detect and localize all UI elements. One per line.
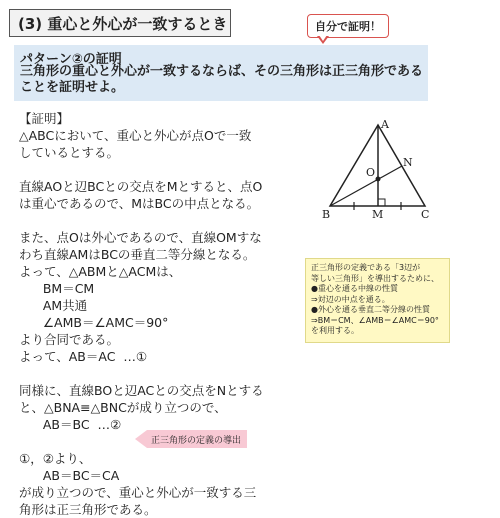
note-line: ⇒BM＝CM、∠AMB＝∠AMC＝90° [311, 315, 439, 325]
proof-line: より合同である。 [19, 332, 120, 347]
note-line: 正三角形の定義である「3辺が [311, 263, 421, 272]
proof-line: 直線AOと辺BCとの交点をMとすると、点O [19, 179, 263, 194]
callout-label: 正三角形の定義の導出 [147, 430, 247, 448]
note-line: ⇒対辺の中点を通る。 [311, 294, 390, 304]
self-proof-badge: 自分で証明！ [307, 14, 389, 38]
note-line: ●重心を通る中線の性質 [311, 284, 398, 293]
label-m: M [372, 208, 384, 221]
note-line: ●外心を通る垂直二等分線の性質 [311, 305, 430, 314]
proof-line: が成り立つので、重心と外心が一致する三 [19, 485, 257, 500]
proof-line: BM＝CM [19, 281, 95, 296]
label-b: B [322, 208, 331, 221]
proof-line: ①，②より、 [19, 451, 92, 466]
proof-line: AM共通 [19, 298, 88, 313]
proof-line: AB＝BC＝CA [19, 468, 120, 483]
label-n: N [403, 156, 413, 169]
section-title: (3) 重心と外心が一致するとき [9, 9, 231, 37]
point-o [376, 177, 381, 182]
proof-line: よって、AB＝AC …① [19, 349, 148, 364]
callout-arrow-icon [135, 430, 147, 448]
note-line: を利用する。 [311, 326, 359, 335]
proof-heading: 【証明】 [19, 111, 70, 126]
label-c: C [421, 208, 430, 221]
proof-line: また、点Oは外心であるので、直線OMすな [19, 230, 262, 245]
proof-line: △ABCにおいて、重心と外心が点Oで一致 [19, 128, 252, 143]
proof-line: しているとする。 [19, 145, 120, 160]
proof-line: 同様に、直線BOと辺ACとの交点をNとする [19, 383, 264, 398]
label-a: A [381, 118, 389, 131]
proof-line: わち直線AMはBCの垂直二等分線となる。 [19, 247, 256, 262]
pattern-statement: 三角形の重心と外心が一致するならば、その三角形は正三角形であることを証明せよ。 [20, 64, 424, 95]
proof-line: 角形は正三角形である。 [19, 502, 157, 517]
proof-line: AB＝BC …② [19, 417, 122, 432]
pattern-title: パターン②の証明 [20, 52, 122, 67]
proof-line: ∠AMB＝∠AMC＝90° [19, 315, 169, 330]
proof-line: と、△BNA≡△BNCが成り立つので、 [19, 400, 227, 415]
proof-line: は重心であるので、MはBCの中点となる。 [19, 196, 260, 211]
note-line: 等しい三角形」を導出するために、 [311, 273, 439, 283]
proof-line: よって、△ABMと△ACMは、 [19, 264, 182, 279]
label-o: O [366, 166, 376, 179]
note-box [305, 258, 450, 343]
right-angle-mark [378, 199, 385, 206]
